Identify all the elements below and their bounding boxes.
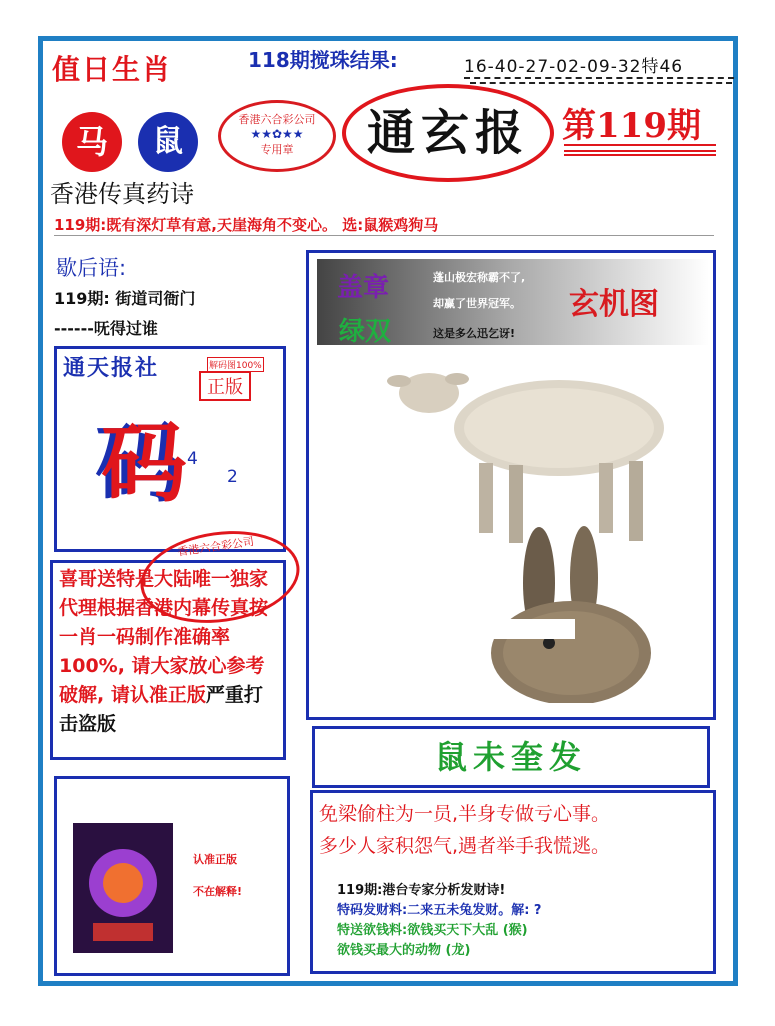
ma-big-char: 码 xyxy=(101,414,187,514)
verse-note-1: 119期:港台专家分析发财诗! xyxy=(337,883,506,898)
seal-stars: ★★✿★★ xyxy=(250,127,304,141)
bottom-left-label-1: 认准正版 xyxy=(193,853,237,866)
bottom-left-box xyxy=(54,776,290,976)
verse-line-1: 免梁偷柱为一员,半身专做亏心事。 xyxy=(319,803,611,825)
company-seal xyxy=(218,100,336,172)
zodiac-rat-badge: 鼠 xyxy=(138,112,198,172)
verse-note-3: 特送欲钱料:欲钱买天下大乱 (猴) xyxy=(337,923,528,938)
zodiac-horse-badge: 马 xyxy=(62,112,122,172)
promo-text-1: 喜哥送特是大陆唯一独家代理根据香港内幕传真按一肖一码制作准确率10 xyxy=(59,568,269,677)
accuracy-tag: 解码图100% xyxy=(207,357,264,372)
promo-text-3: 严重打击盗版 xyxy=(59,684,263,735)
result-label: 118期搅珠结果: xyxy=(248,48,398,72)
xuanji-riddle-2: 却赢了世界冠军。 xyxy=(433,297,521,310)
bottom-left-label-2: 不在解释! xyxy=(193,885,243,898)
poem-title: 香港传真药诗 xyxy=(50,180,194,208)
xiehouyu-line-1: 119期: 街道司衙门 xyxy=(54,289,196,308)
ma-number-2: 2 xyxy=(227,467,238,487)
issue-number: 第119期 xyxy=(562,106,701,146)
rabbit-image xyxy=(479,523,659,703)
verse-line-2: 多少人家积怨气,遇者举手我慌逃。 xyxy=(319,835,611,857)
promo-text-2: 0%, 请大家放心参考破解, 请认准正版 xyxy=(59,655,265,706)
xuanji-riddle-1: 蓬山极宏称霸不了, xyxy=(433,271,526,284)
ma-box xyxy=(54,346,286,552)
verse-note-4: 欲钱买最大的动物 (龙) xyxy=(337,943,471,958)
result-value: 16-40-27-02-09-32特46 xyxy=(464,52,734,79)
result-underline xyxy=(470,82,732,84)
xuanji-tag-2: 绿双 xyxy=(339,317,392,347)
ma-box-title: 通天报社 xyxy=(63,356,160,381)
xuanji-tag-1: 盖章 xyxy=(337,273,390,303)
caption: 鼠未奎发 xyxy=(312,726,710,788)
zhengban-stamp: 正版 xyxy=(199,371,251,401)
seal-bottom-text: 专用章 xyxy=(260,143,294,156)
xiehouyu-line-2: ------呒得过谁 xyxy=(54,319,158,338)
computer-image xyxy=(73,823,173,953)
xuanji-box xyxy=(306,250,716,720)
zhiri-label: 值日生肖 xyxy=(52,53,173,86)
rabbit-label-blank xyxy=(477,619,575,639)
poem-line: 119期:既有深灯草有意,天崖海角不变心。 选:鼠猴鸡狗马 xyxy=(54,214,714,236)
brand-title: 通玄报 xyxy=(342,84,554,182)
ma-number-1: 4 xyxy=(187,449,198,469)
seal-top-text: 香港六合彩公司 xyxy=(238,113,316,126)
xuanji-riddle-3: 这是多么迅乞讶! xyxy=(433,327,516,340)
verse-note-2: 特码发财料:二来五未兔发财。解: ? xyxy=(337,903,542,918)
xiehouyu-title: 歇后语: xyxy=(56,256,127,280)
promo-stamp: 香港六合彩公司 xyxy=(135,521,306,632)
issue-underline-2 xyxy=(564,154,716,156)
xuanji-title: 玄机图 xyxy=(569,287,659,322)
issue-underline-1 xyxy=(564,144,716,152)
verse-box xyxy=(310,790,716,974)
